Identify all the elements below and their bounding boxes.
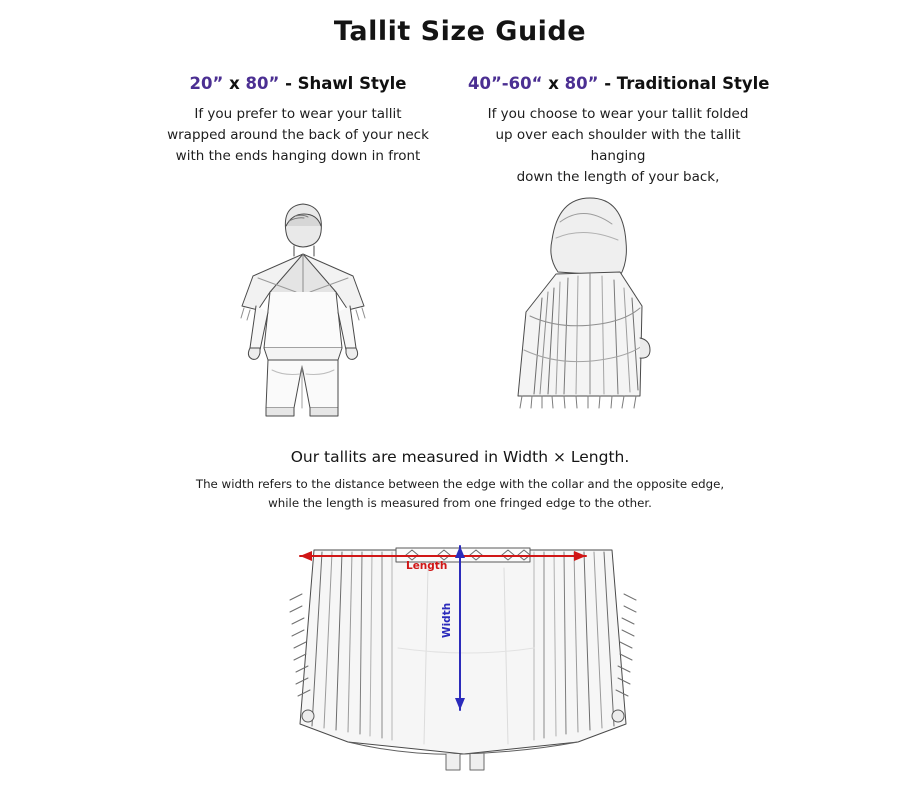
traditional-dim-separator: x	[548, 74, 559, 93]
illustration-tallit-measurements	[278, 528, 648, 778]
shawl-style-label: - Shawl Style	[285, 74, 407, 93]
traditional-desc-line-2: up over each shoulder with the tallit hanging	[495, 127, 741, 164]
traditional-dim-width: 40”-60“	[468, 74, 543, 93]
traditional-desc-line-3: down the length of your back,	[516, 169, 720, 185]
measurement-sub-line-1: The width refers to the distance between the edge with the collar and the opposite edge,	[195, 477, 725, 491]
traditional-style-heading	[468, 74, 768, 93]
shawl-desc-line-3: with the ends hanging down in front	[175, 148, 421, 164]
column-traditional-style	[468, 74, 768, 188]
traditional-style-label: - Traditional Style	[604, 74, 770, 93]
traditional-desc-line-1: If you choose to wear your tallit folded	[487, 106, 749, 122]
traditional-dim-length: 80”	[564, 74, 599, 93]
shawl-style-heading	[148, 74, 448, 93]
measurement-lead-text: Our tallits are measured in Width × Length.	[290, 448, 630, 466]
shawl-style-description	[148, 104, 448, 167]
shawl-desc-line-2: wrapped around the back of your neck	[167, 127, 429, 143]
illustration-shawl-style	[198, 188, 408, 432]
shawl-dim-width: 20”	[189, 74, 224, 93]
width-measure-label: Width	[441, 602, 453, 638]
length-measure-label: Length	[406, 560, 448, 572]
shawl-dim-length: 80”	[245, 74, 280, 93]
illustration-traditional-style	[490, 182, 680, 436]
traditional-style-description	[468, 104, 768, 188]
shawl-dim-separator: x	[229, 74, 240, 93]
measurement-sub-line-2: while the length is measured from one fringed edge to the other.	[268, 496, 652, 510]
measurement-explanation	[0, 448, 920, 513]
column-shawl-style	[148, 74, 448, 167]
measurement-sub-text	[0, 475, 920, 513]
page-title: Tallit Size Guide	[333, 16, 587, 47]
shawl-desc-line-1: If you prefer to wear your tallit	[194, 106, 402, 122]
